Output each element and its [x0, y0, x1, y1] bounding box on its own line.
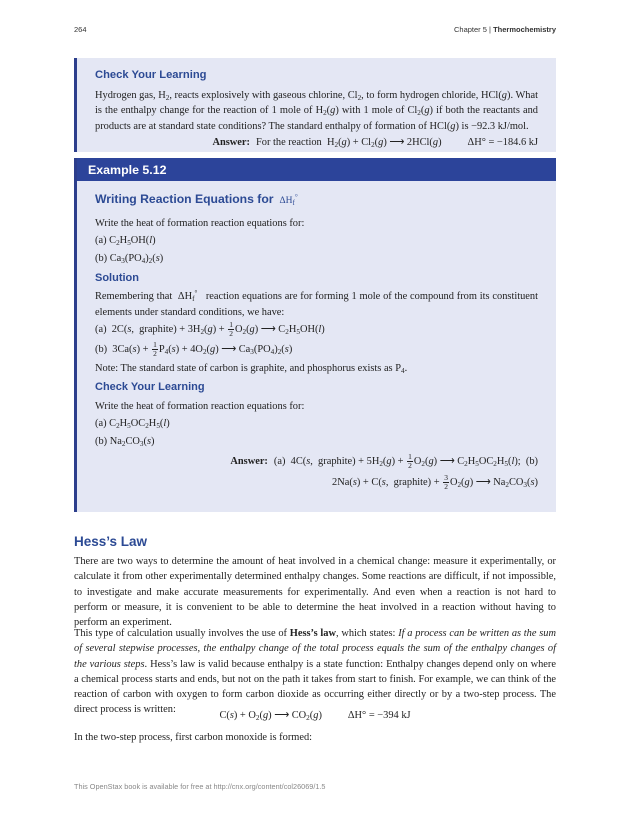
example-check-answer-1: Answer: (a) 4C(s, graphite) + $5H_2(g)$ + $\frac{1}{2}$ $O_2(g)$ ⟶ $C_2H_5OC_2H_5(l)$; (b) — [230, 452, 538, 470]
hess-paragraph-2: This type of calculation usually involves the use of Hess’s law, which states: If a process can be written as the sum of several stepwise processes, the enthalpy change of the total process equals the sum of the enthalpy changes of the various steps. Hess’s law is valid because enthalpy is a state function: Enthalpy changes depend only on where a chemical process starts and ends, but not on the path it takes from start to finish. For example, we can think of the reaction of carbon with oxygen to form carbon dioxide as occurring either directly or by a two-step process. The direct process is written: — [74, 628, 556, 716]
solution-equation-b: (b) 3Ca(s) + $\frac{1}{2}$ $P_4(s) + 4O_2(g)$ ⟶ $Ca_3(PO_4)_2(s)$ — [95, 339, 293, 358]
example-item-a: (a) $C_2H_5OH(l)$ — [95, 234, 156, 247]
chapter-label: Chapter 5 | Thermochemistry — [454, 25, 556, 34]
page-footer: This OpenStax book is available for free at http://cnx.org/content/col26069/1.5 — [74, 782, 326, 791]
solution-equation-a: (a) 2C(s, graphite) + $3H_2(g)$ + $\frac{1}{2}$ $O_2(g)$ ⟶ $C_2H_5OH(l)$ — [95, 320, 325, 339]
hess-paragraph-1: There are two ways to determine the amount of heat involved in a chemical change: measure it experimentally, or calculate it from other experimentally determined enthalpy changes. Some reactions are difficult, if not impossible, to investigate and make accurate measurements for experimentally. And even when a reaction is not hard to perform or measure, it is convenient to be able to determine the heat involved in a reaction without having to perform an experiment. — [74, 556, 556, 629]
solution-text: Remembering that $\Delta H_f^\circ$ reaction equations are for forming 1 mole of the compound from its constituent elements under standard conditions, we have: — [95, 289, 538, 318]
example-title: Writing Reaction Equations for $\Delta H_f^\circ$ — [95, 192, 298, 207]
hess-law-heading: Hess’s Law — [74, 534, 148, 549]
check-your-learning-heading: Check Your Learning — [95, 69, 207, 81]
example-check-item-a: (a) $C_2H_5OC_2H_5(l)$ — [95, 418, 170, 431]
example-item-b: (b) $Ca_3(PO_4)_2(s)$ — [95, 252, 164, 265]
example-intro: Write the heat of formation reaction equations for: — [95, 217, 305, 229]
solution-note: Note: The standard state of carbon is graphite, and phosphorus exists as $P_4$. — [95, 362, 408, 375]
hess-law-term: Hess’s law — [289, 628, 336, 639]
direct-process-equation: $C(s) + O_2(g)$ ⟶ $CO_2(g)$ ΔH° = −394 kJ — [219, 710, 411, 722]
page-header — [74, 24, 556, 38]
hess-paragraph-3: In the two-step process, first carbon monoxide is formed: — [74, 732, 313, 743]
page-number: 264 — [74, 25, 87, 34]
example-check-heading: Check Your Learning — [95, 381, 205, 394]
solution-heading: Solution — [95, 271, 139, 284]
hess-law-statement: If a process can be written as the sum of several stepwise processes, the enthalpy change of the total process equals the sum of the enthalpy changes of the various steps — [74, 628, 556, 670]
check-your-learning-answer: Answer: For the reaction $H_2(g) + Cl_2(g)$ ⟶ 2HCl(g) ΔH° = −184.6 kJ — [212, 137, 538, 150]
example-check-answer-2: 2Na(s) + C(s, graphite) + $\frac{3}{2}$ $O_2(g)$ ⟶ $Na_2CO_3(s)$ — [332, 472, 538, 491]
example-check-intro: Write the heat of formation reaction equations for: — [95, 400, 305, 412]
example-check-item-b: (b) $Na_2CO_3(s)$ — [95, 436, 155, 449]
check-your-learning-question: Hydrogen gas, $H_2$, reacts explosively with gaseous chlorine, $Cl_2$, to form hydrogen chloride, HCl(g). What is the enthalpy change for the reaction of 1 mole of $H_2(g)$ with 1 mole of $Cl_2(g)$ if both the reactants and products are at standard state conditions? The standard enthalpy of formation of HCl(g) is −92.3 kJ/mol. — [95, 89, 538, 132]
check-your-learning-box — [74, 58, 556, 152]
example-box — [74, 158, 556, 512]
example-bar: Example 5.12 — [77, 158, 556, 181]
